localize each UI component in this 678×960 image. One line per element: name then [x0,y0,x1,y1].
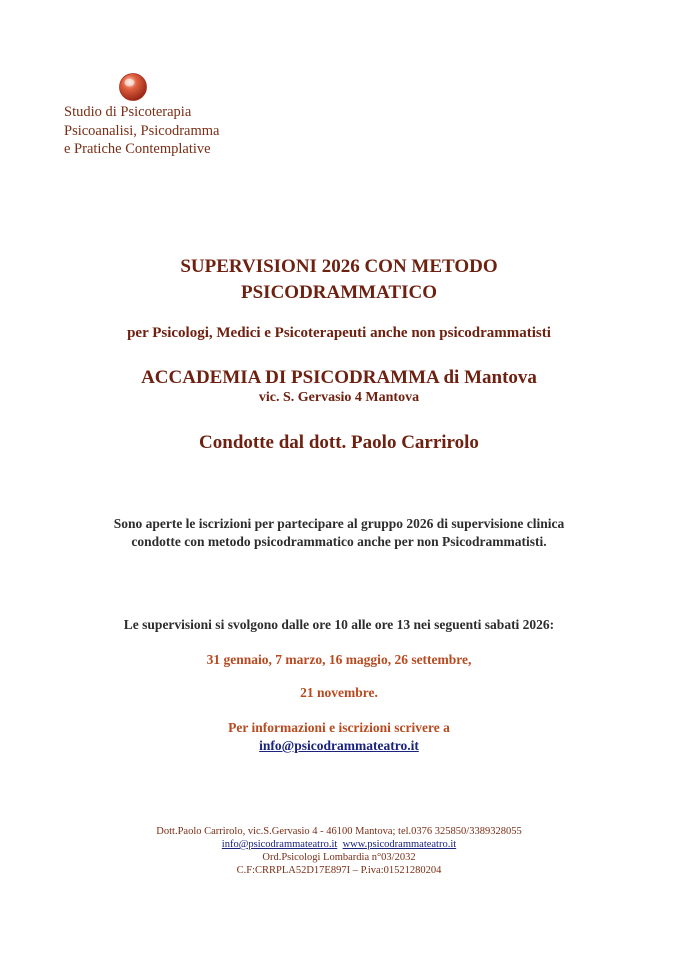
studio-name-block [64,103,219,159]
subtitle: per Psicologi, Medici e Psicoterapeuti anche non psicodrammatisti [127,325,551,341]
intro-paragraph [0,515,678,551]
footer-registration-line: Ord.Psicologi Lombardia n°03/2032 [262,852,416,863]
email-container [0,737,678,755]
red-sphere-logo-icon [118,72,148,102]
info-line: Per informazioni e iscrizioni scrivere a [228,720,450,735]
email-link[interactable]: info@psicodrammateatro.it [259,738,419,753]
title-line: PSICODRAMMATICO [241,282,437,303]
title-line: SUPERVISIONI 2026 CON METODO [180,256,498,277]
studio-line: Studio di Psicoterapia [64,104,192,120]
studio-line: e Pratiche Contemplative [64,141,211,157]
footer-links-line [0,838,678,851]
conducted-by: Condotte dal dott. Paolo Carrirolo [199,432,479,453]
schedule-line: Le supervisioni si svolgono dalle ore 10 alle ore 13 nei seguenti sabati 2026: [123,617,555,632]
page-title [0,254,678,306]
dates-line: 21 novembre. [300,685,378,700]
academy-name: ACCADEMIA DI PSICODRAMMA [141,367,439,388]
footer [0,825,678,877]
footer-website-link[interactable]: www.psicodrammateatro.it [342,839,457,850]
dates-line: 31 gennaio, 7 marzo, 16 maggio, 26 settembre, [206,652,472,667]
intro-line: Sono aperte le iscrizioni per partecipare al gruppo 2026 di supervisione clinica [113,516,565,531]
academy-address: vic. S. Gervasio 4 Mantova [258,390,420,405]
intro-line: condotte con metodo psicodrammatico anche per non Psicodrammatisti. [131,534,547,549]
footer-tax-line: C.F:CRRPLA52D17E897I – P.iva:01521280204 [236,865,442,876]
footer-contact-line: Dott.Paolo Carrirolo, vic.S.Gervasio 4 - 46100 Mantova; tel.0376 325850/3389328055 [156,826,522,837]
academy-heading [0,366,678,390]
studio-line: Psicoanalisi, Psicodramma [64,122,220,139]
footer-email-link[interactable]: info@psicodrammateatro.it [221,839,338,850]
academy-city: di Mantova [443,367,537,388]
